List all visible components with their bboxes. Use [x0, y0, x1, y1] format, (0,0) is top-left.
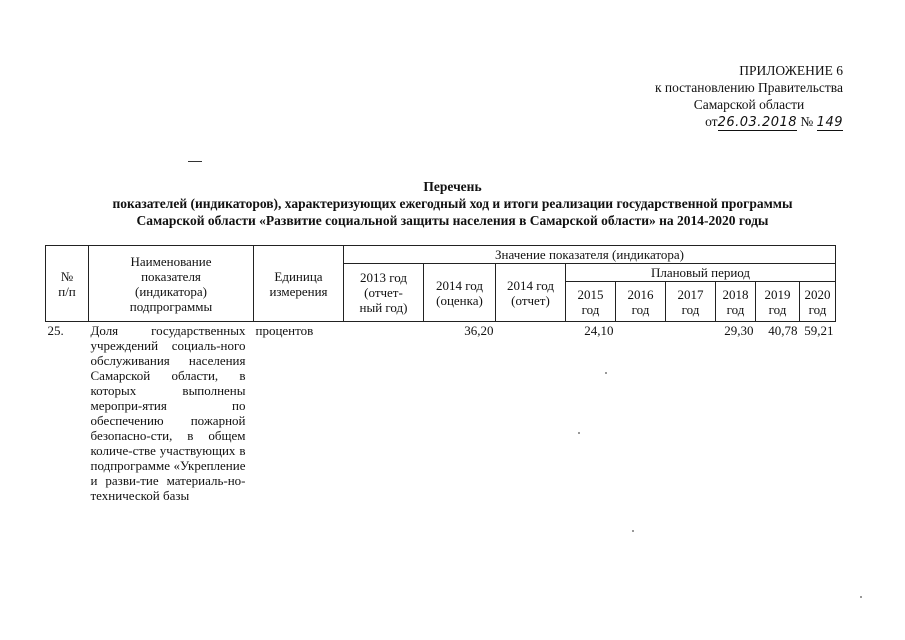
cell-2014-report [496, 322, 566, 505]
appendix-date-line [655, 113, 843, 131]
header-2013: 2013 год (отчет- ный год) [344, 264, 424, 322]
scan-speck [632, 530, 634, 532]
cell-2019: 40,78 [768, 323, 798, 338]
header-2014-report: 2014 год (отчет) [496, 264, 566, 322]
title-line-2: показателей (индикаторов), характеризующих ежегодный ход и итоги реализации государственной программы [112, 196, 793, 211]
header-2018: 2018 год [716, 282, 756, 322]
appendix-ref: к постановлению Правительства [654, 80, 843, 95]
cell-2016 [616, 322, 666, 505]
cell-2013 [344, 322, 424, 505]
header-plan-period: Плановый период [566, 264, 836, 282]
stray-dash [188, 161, 202, 162]
indicators-table [45, 245, 836, 504]
title-line-3: Самарской области «Развитие социальной защиты населения в Самарской области» на 2014-2020 годы [136, 213, 769, 228]
header-2019: 2019 год [756, 282, 800, 322]
header-2017: 2017 год [666, 282, 716, 322]
document-title [40, 178, 865, 229]
scan-speck [605, 372, 607, 374]
number-prefix: № [800, 114, 814, 129]
cell-2014-estimate: 36,20 [464, 323, 494, 338]
scan-speck [860, 596, 862, 598]
header-unit: Единица измерения [254, 246, 344, 322]
cell-2017 [666, 322, 716, 505]
table-row [46, 322, 836, 505]
handwritten-number: 149 [816, 115, 843, 130]
cell-unit: процентов [255, 323, 314, 338]
header-2020: 2020 год [800, 282, 836, 322]
appendix-region: Самарской области [693, 97, 805, 112]
cell-name: Доля государственных учреждений социаль-ного обслуживания населения Самарской области, в которых выполнены меропри-ятия по обеспечению пожарной безопасно-сти, в общем количе-стве участвующих в подпрограмме «Укрепление и разви-тие материаль-но-технической базы [90, 323, 246, 503]
header-2014-estimate: 2014 год (оценка) [424, 264, 496, 322]
header-num: № п/п [46, 246, 89, 322]
handwritten-date: 26.03.2018 [717, 115, 798, 130]
header-value-group: Значение показателя (индикатора) [344, 246, 836, 264]
cell-num: 25. [47, 323, 64, 338]
cell-2020: 59,21 [804, 323, 834, 338]
cell-2018: 29,30 [724, 323, 754, 338]
scan-speck [578, 432, 580, 434]
appendix-title: ПРИЛОЖЕНИЕ 6 [739, 63, 843, 78]
title-line-1: Перечень [423, 179, 482, 194]
cell-2015: 24,10 [584, 323, 614, 338]
appendix-block [655, 62, 843, 131]
header-2016: 2016 год [616, 282, 666, 322]
header-2015: 2015 год [566, 282, 616, 322]
from-prefix: от [705, 114, 718, 129]
header-name: Наименование показателя (индикатора) подпрограммы [89, 246, 254, 322]
